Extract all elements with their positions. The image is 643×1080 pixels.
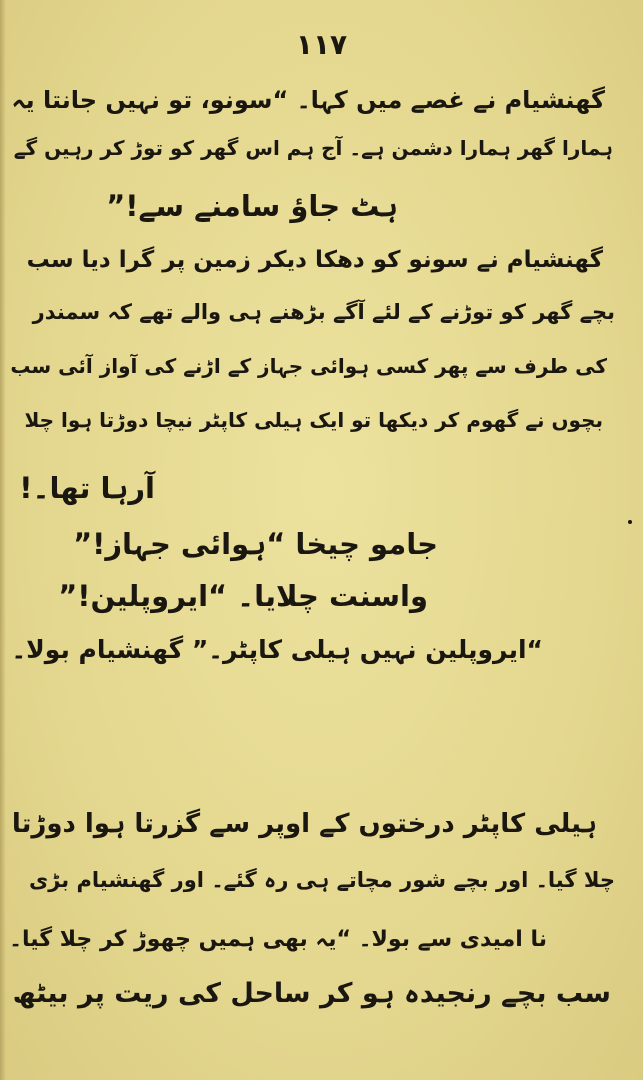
text-line: ہٹ جاؤ سامنے سے!” — [106, 189, 398, 223]
text-line: چلا گیا۔ اور بچے شور مچاتے ہی رہ گئے۔ اور گھنشیام بڑی — [28, 868, 615, 892]
text-line: گھنشیام نے سونو کو دھکا دیکر زمین پر گرا دیا سب — [26, 247, 603, 273]
text-line: سب بچے رنجیدہ ہو کر ساحل کی ریت پر بیٹھ — [12, 978, 611, 1009]
text-line: بچوں نے گھوم کر دیکھا تو ایک ہیلی کاپٹر نیچا دوڑتا ہوا چلا — [24, 408, 603, 432]
text-line: آرہا تھا۔! — [19, 471, 155, 505]
text-line: “ایروپلین نہیں ہیلی کاپٹر۔” گھنشیام بولا۔ — [11, 635, 543, 664]
text-line: واسنت چلایا۔ “ایروپلین!” — [58, 579, 428, 613]
text-line: نا امیدی سے بولا۔ “یہ بھی ہمیں چھوڑ کر چلا گیا۔ — [9, 927, 547, 952]
text-line: گھنشیام نے غصے میں کہا۔ “سونو، تو نہیں جانتا یہ — [11, 86, 605, 114]
text-line: بچے گھر کو توڑنے کے لئے آگے بڑھنے ہی والے تھے کہ سمندر — [32, 300, 615, 324]
text-line: کی طرف سے پھر کسی ہوائی جہاز کے اڑنے کی آواز آئی سب — [10, 354, 607, 378]
text-line: جامو چیخا “ہوائی جہاز!” — [73, 527, 438, 561]
text-line: ہیلی کاپٹر درختوں کے اوپر سے گزرتا ہوا دوڑتا — [11, 809, 597, 839]
text-line: ہمارا گھر ہمارا دشمن ہے۔ آج ہم اس گھر کو توڑ کر رہیں گے — [13, 136, 613, 160]
page-number: ١١٧ — [295, 28, 348, 61]
ink-dot — [628, 520, 632, 524]
page-binding-shadow — [0, 0, 6, 1080]
